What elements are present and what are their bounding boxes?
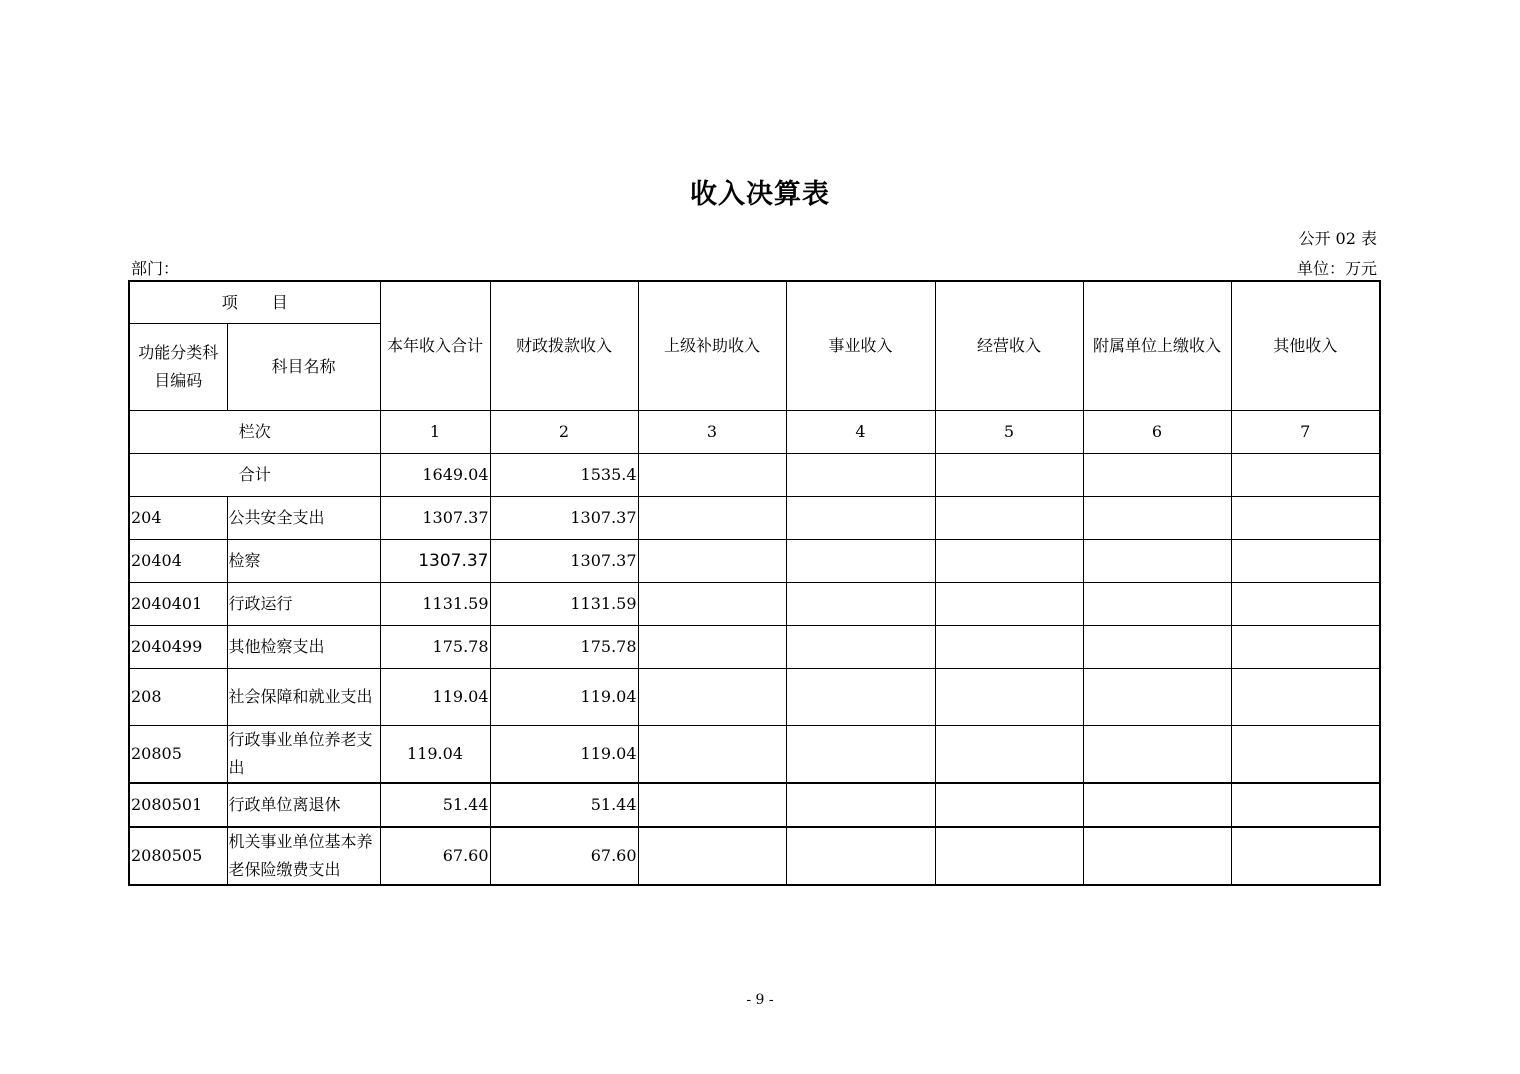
total-value bbox=[1083, 454, 1231, 497]
column-index-label: 栏次 bbox=[129, 411, 380, 454]
row-value: 1307.37 bbox=[490, 540, 638, 583]
column-index-7: 7 bbox=[1231, 411, 1380, 454]
row-value: 1307.37 bbox=[380, 540, 490, 583]
row-name: 公共安全支出 bbox=[227, 497, 380, 540]
row-value bbox=[935, 626, 1083, 669]
row-value bbox=[1231, 583, 1380, 626]
row-value bbox=[1231, 669, 1380, 726]
page-number: - 9 - bbox=[746, 992, 774, 1008]
income-table bbox=[128, 280, 1381, 886]
column-index-3: 3 bbox=[638, 411, 786, 454]
row-value bbox=[1083, 726, 1231, 784]
header-item: 项目 bbox=[129, 281, 380, 324]
row-code: 2080505 bbox=[129, 827, 227, 885]
row-value bbox=[935, 583, 1083, 626]
header-col-7: 其他收入 bbox=[1231, 281, 1380, 411]
row-value bbox=[786, 669, 935, 726]
row-code: 20404 bbox=[129, 540, 227, 583]
row-value bbox=[935, 540, 1083, 583]
row-value bbox=[935, 726, 1083, 784]
table-row bbox=[129, 783, 1380, 827]
row-value bbox=[1083, 626, 1231, 669]
row-name: 行政单位离退休 bbox=[227, 783, 380, 827]
row-value bbox=[1083, 497, 1231, 540]
row-value bbox=[638, 583, 786, 626]
table-row bbox=[129, 583, 1380, 626]
table-row bbox=[129, 669, 1380, 726]
row-value bbox=[638, 783, 786, 827]
row-name: 社会保障和就业支出 bbox=[227, 669, 380, 726]
column-index-2: 2 bbox=[490, 411, 638, 454]
row-value bbox=[935, 669, 1083, 726]
row-value: 67.60 bbox=[380, 827, 490, 885]
row-value: 119.04 bbox=[490, 669, 638, 726]
total-value: 1649.04 bbox=[380, 454, 490, 497]
row-code: 204 bbox=[129, 497, 227, 540]
total-value: 1535.4 bbox=[490, 454, 638, 497]
row-value bbox=[1231, 827, 1380, 885]
page-title: 收入决算表 bbox=[690, 179, 830, 210]
row-value: 1131.59 bbox=[380, 583, 490, 626]
row-code: 2040499 bbox=[129, 626, 227, 669]
row-value bbox=[1083, 827, 1231, 885]
row-value bbox=[638, 497, 786, 540]
header-name: 科目名称 bbox=[227, 324, 380, 411]
form-number: 公开 02 表 bbox=[1298, 229, 1377, 248]
row-value bbox=[638, 669, 786, 726]
total-value bbox=[638, 454, 786, 497]
row-value bbox=[1083, 783, 1231, 827]
row-value bbox=[1231, 626, 1380, 669]
row-value bbox=[786, 827, 935, 885]
row-value: 175.78 bbox=[380, 626, 490, 669]
table-row bbox=[129, 540, 1380, 583]
table-row bbox=[129, 626, 1380, 669]
row-value: 1307.37 bbox=[380, 497, 490, 540]
row-value bbox=[786, 583, 935, 626]
column-index-1: 1 bbox=[380, 411, 490, 454]
row-value: 51.44 bbox=[380, 783, 490, 827]
row-value bbox=[1083, 583, 1231, 626]
header-col-6: 附属单位上缴收入 bbox=[1083, 281, 1231, 411]
row-value bbox=[1083, 540, 1231, 583]
row-value: 1307.37 bbox=[490, 497, 638, 540]
row-code: 208 bbox=[129, 669, 227, 726]
total-value bbox=[1231, 454, 1380, 497]
table-row bbox=[129, 827, 1380, 885]
row-value bbox=[1231, 783, 1380, 827]
row-value: 51.44 bbox=[490, 783, 638, 827]
column-index-4: 4 bbox=[786, 411, 935, 454]
row-value bbox=[786, 540, 935, 583]
row-value bbox=[1231, 540, 1380, 583]
total-row bbox=[129, 454, 1380, 497]
row-name: 机关事业单位基本养老保险缴费支出 bbox=[227, 827, 380, 885]
header-col-5: 经营收入 bbox=[935, 281, 1083, 411]
row-value bbox=[1083, 669, 1231, 726]
total-label: 合计 bbox=[129, 454, 380, 497]
row-code: 20805 bbox=[129, 726, 227, 784]
row-value bbox=[1231, 726, 1380, 784]
header-col-1: 本年收入合计 bbox=[380, 281, 490, 411]
column-index-6: 6 bbox=[1083, 411, 1231, 454]
row-value: 119.04 bbox=[380, 669, 490, 726]
row-value bbox=[638, 626, 786, 669]
row-value: 119.04 bbox=[380, 726, 490, 784]
table-row bbox=[129, 497, 1380, 540]
header-col-2: 财政拨款收入 bbox=[490, 281, 638, 411]
department-label: 部门： bbox=[131, 259, 180, 278]
unit-label: 单位：万元 bbox=[1296, 259, 1377, 278]
row-value bbox=[786, 497, 935, 540]
row-name: 行政事业单位养老支出 bbox=[227, 726, 380, 784]
row-value bbox=[935, 827, 1083, 885]
table-row bbox=[129, 726, 1380, 784]
row-value: 1131.59 bbox=[490, 583, 638, 626]
row-name: 其他检察支出 bbox=[227, 626, 380, 669]
row-name: 检察 bbox=[227, 540, 380, 583]
row-value bbox=[638, 726, 786, 784]
row-value bbox=[786, 783, 935, 827]
total-value bbox=[786, 454, 935, 497]
row-value bbox=[638, 827, 786, 885]
row-value: 67.60 bbox=[490, 827, 638, 885]
column-index-5: 5 bbox=[935, 411, 1083, 454]
row-value bbox=[786, 626, 935, 669]
row-value bbox=[1231, 497, 1380, 540]
total-value bbox=[935, 454, 1083, 497]
row-name: 行政运行 bbox=[227, 583, 380, 626]
header-col-4: 事业收入 bbox=[786, 281, 935, 411]
row-code: 2040401 bbox=[129, 583, 227, 626]
row-value bbox=[935, 783, 1083, 827]
header-col-3: 上级补助收入 bbox=[638, 281, 786, 411]
row-value: 119.04 bbox=[490, 726, 638, 784]
row-value bbox=[786, 726, 935, 784]
row-value bbox=[935, 497, 1083, 540]
row-code: 2080501 bbox=[129, 783, 227, 827]
row-value: 175.78 bbox=[490, 626, 638, 669]
row-value bbox=[638, 540, 786, 583]
header-code: 功能分类科目编码 bbox=[129, 324, 227, 411]
